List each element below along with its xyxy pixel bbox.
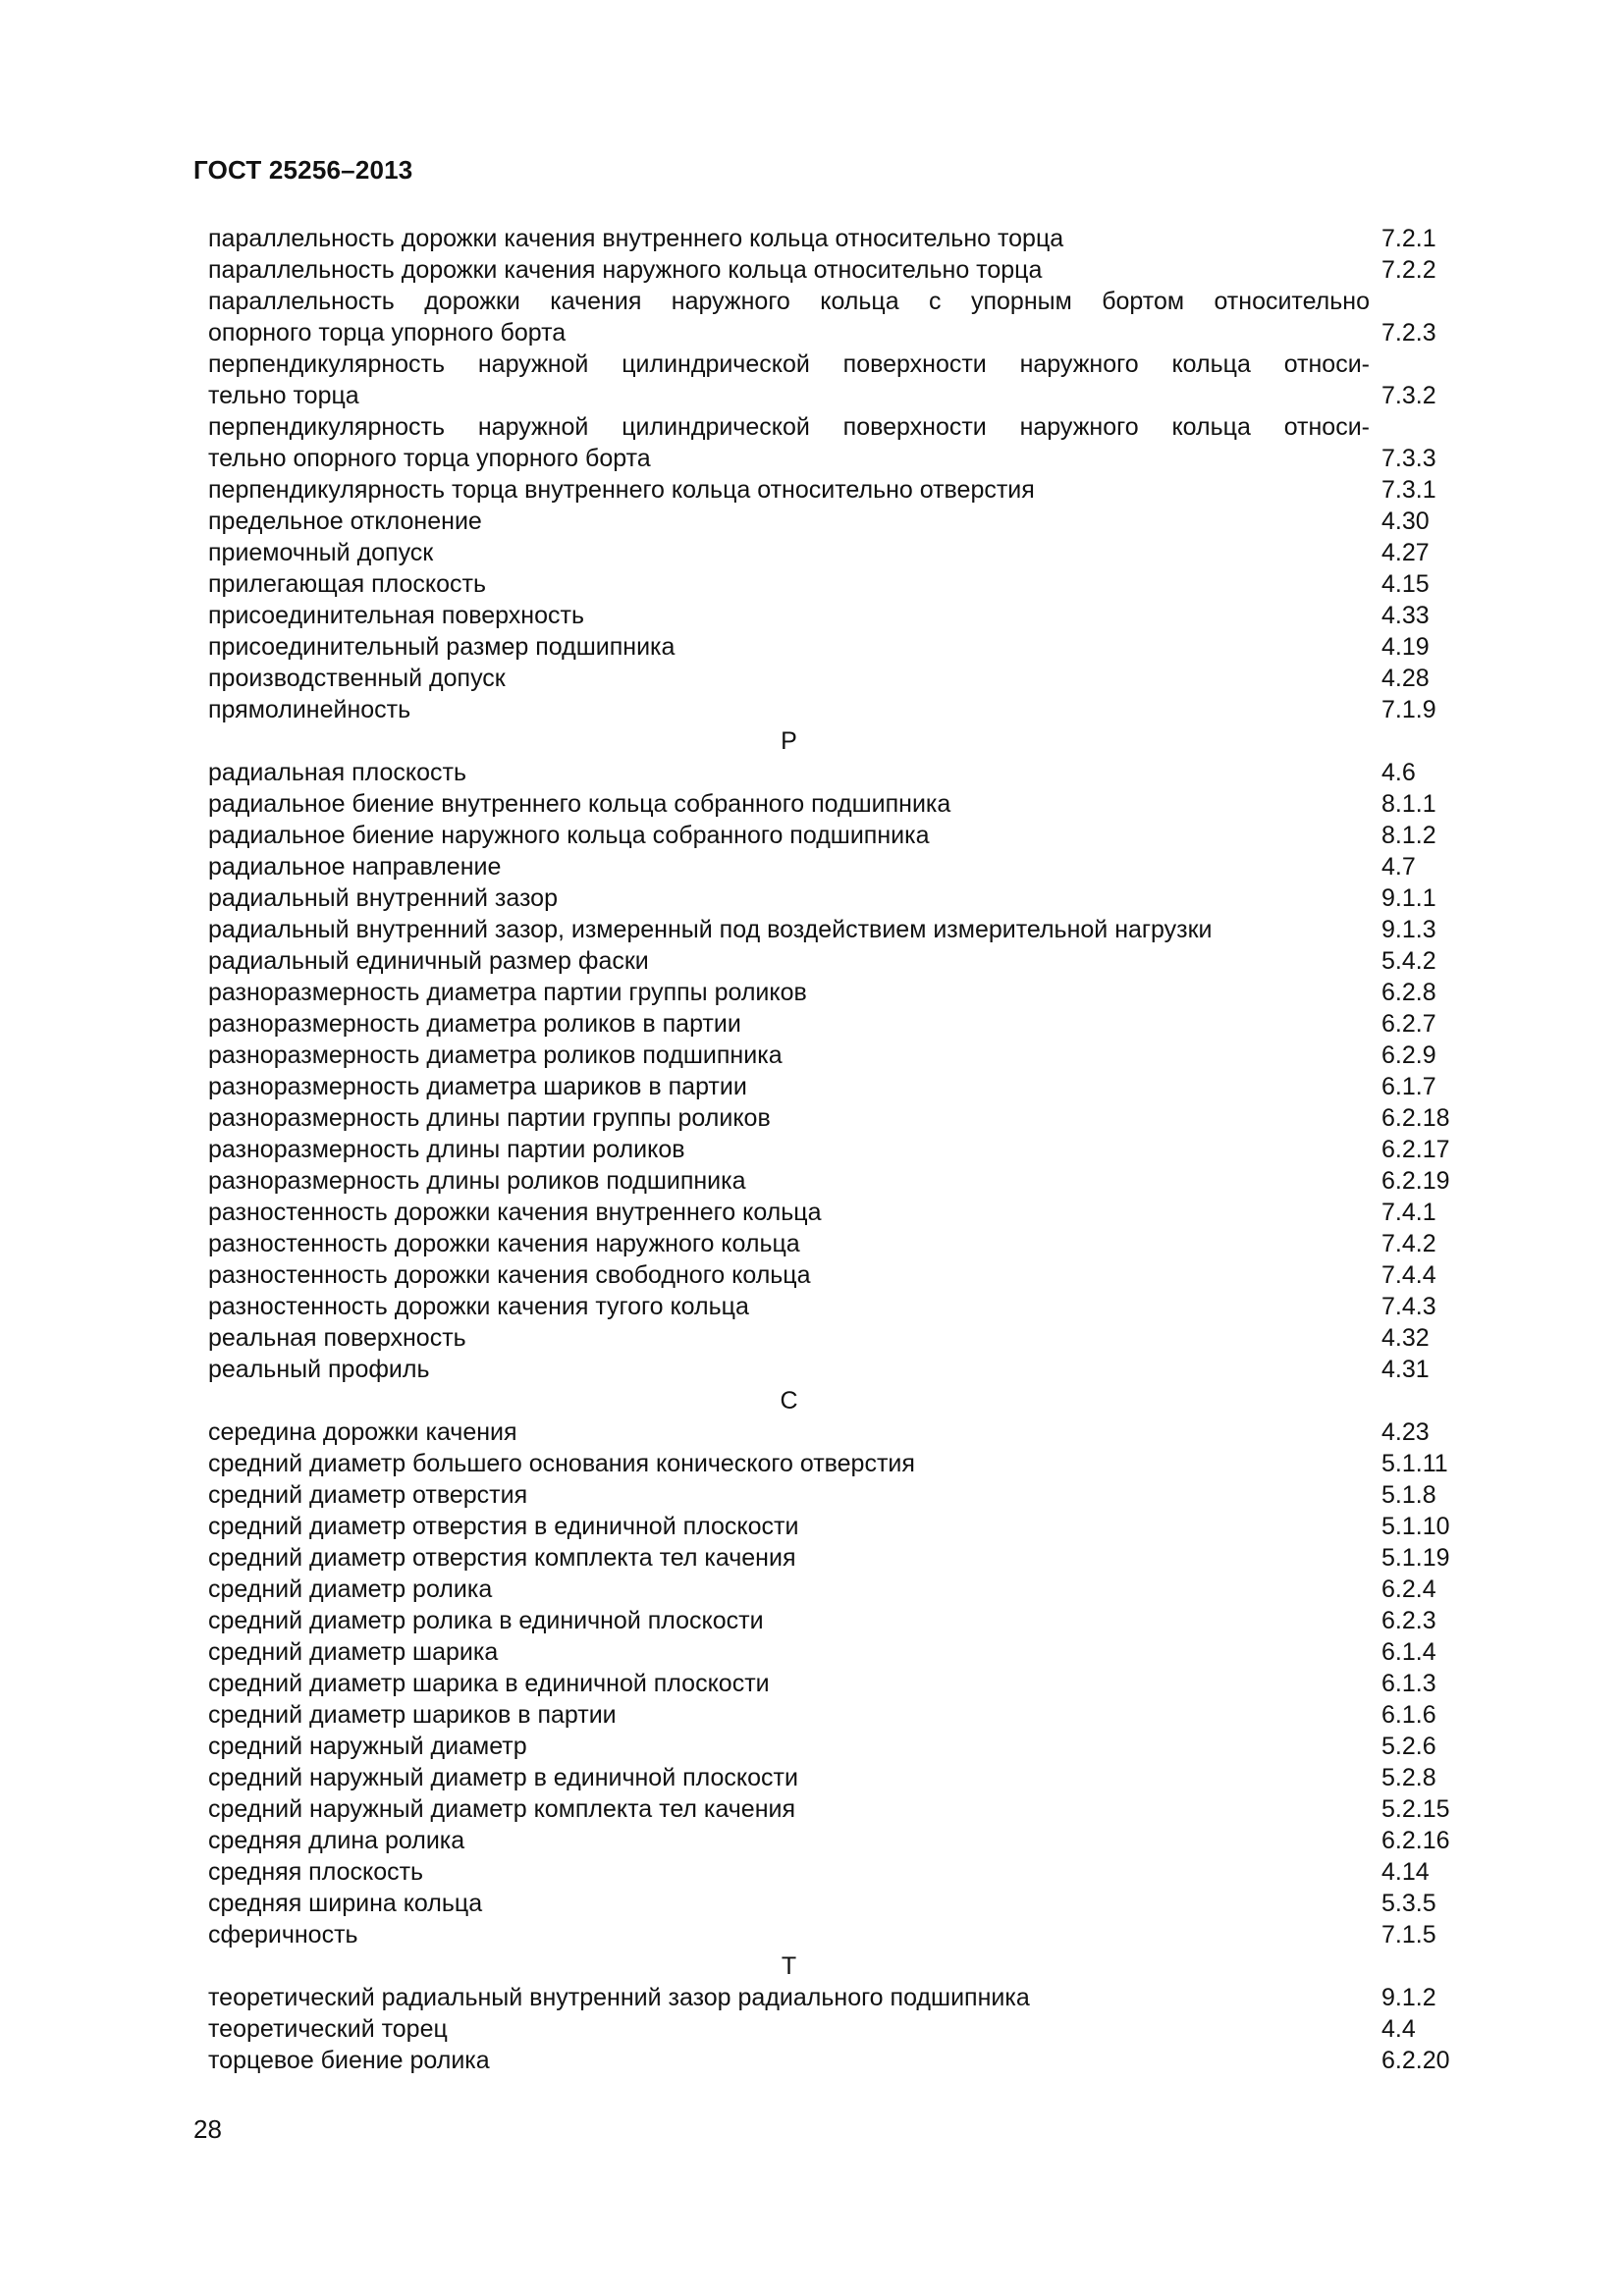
- index-term-line: разностенность дорожки качения свободного кольца: [208, 1261, 811, 1289]
- index-ref: 4.4: [1381, 2015, 1416, 2043]
- index-term-line: средний диаметр отверстия: [208, 1481, 528, 1509]
- index-term: [208, 223, 1370, 254]
- index-entry: [208, 1102, 1485, 1134]
- index-term: [208, 568, 1370, 600]
- index-ref: 6.1.7: [1381, 1073, 1436, 1100]
- index-term: [208, 631, 1370, 663]
- index-term-line: средний диаметр ролика: [208, 1575, 493, 1603]
- index-entry: [208, 694, 1485, 725]
- index-term: [208, 1322, 1370, 1354]
- index-ref: 6.2.18: [1381, 1104, 1450, 1132]
- index-ref: 7.2.1: [1381, 225, 1436, 252]
- index-term-line: производственный допуск: [208, 665, 506, 692]
- section-letter-r: Р: [781, 727, 797, 755]
- index-ref: 8.1.1: [1381, 790, 1436, 818]
- index-ref: 7.4.2: [1381, 1230, 1436, 1257]
- index-ref: 6.2.19: [1381, 1167, 1450, 1195]
- index-term: [208, 1008, 1370, 1040]
- index-entry: [208, 348, 1485, 411]
- index-term: [208, 1040, 1370, 1071]
- index-term-line: радиальный единичный размер фаски: [208, 947, 649, 975]
- index-term: [208, 1668, 1370, 1699]
- index-term-line: прилегающая плоскость: [208, 570, 486, 598]
- index-term-line: радиальное биение наружного кольца собранного подшипника: [208, 822, 930, 849]
- index-entry: [208, 286, 1485, 348]
- index-term: [208, 1793, 1370, 1825]
- index-term-line: средняя длина ролика: [208, 1827, 465, 1854]
- index-ref: 5.1.19: [1381, 1544, 1450, 1572]
- index-ref: 7.3.3: [1381, 445, 1436, 472]
- index-entry: [208, 882, 1485, 914]
- index-term-line: разноразмерность длины роликов подшипника: [208, 1167, 746, 1195]
- index-term-line: прямолинейность: [208, 696, 411, 723]
- index-ref: 6.2.3: [1381, 1607, 1436, 1634]
- index-term-line: середина дорожки качения: [208, 1418, 517, 1446]
- index-term: [208, 1354, 1370, 1385]
- index-ref: 7.3.1: [1381, 476, 1436, 504]
- index-entry: [208, 568, 1485, 600]
- index-ref: 5.1.8: [1381, 1481, 1436, 1509]
- index-term: [208, 1511, 1370, 1542]
- index-ref: 8.1.2: [1381, 822, 1436, 849]
- index-entry: [208, 1416, 1485, 1448]
- index-term-line: реальный профиль: [208, 1356, 430, 1383]
- index-ref: 6.1.6: [1381, 1701, 1436, 1729]
- index-entry: [208, 1793, 1485, 1825]
- index-entry: [208, 914, 1485, 945]
- index-term: [208, 1416, 1370, 1448]
- index-entry: [208, 1825, 1485, 1856]
- index-entry: [208, 223, 1485, 254]
- index-entry: [208, 2013, 1485, 2045]
- index-term: [208, 1888, 1370, 1919]
- index-term: [208, 1228, 1370, 1259]
- index-entry: [208, 977, 1485, 1008]
- index-entry: [208, 631, 1485, 663]
- index-term: [208, 506, 1370, 537]
- index-term: [208, 820, 1370, 851]
- index-term: [208, 537, 1370, 568]
- index-entry: [208, 1574, 1485, 1605]
- index-entry: [208, 1542, 1485, 1574]
- index-term-line: параллельность дорожки качения наружного кольца относительно торца: [208, 256, 1043, 284]
- index-entry: [208, 1354, 1485, 1385]
- index-ref: 6.2.8: [1381, 979, 1436, 1006]
- index-entry: [208, 1071, 1485, 1102]
- index-term-line: средняя плоскость: [208, 1858, 424, 1886]
- index-term: [208, 1197, 1370, 1228]
- index-entry: [208, 820, 1485, 851]
- index-entry: [208, 945, 1485, 977]
- index-term: [208, 1574, 1370, 1605]
- index-ref: 4.33: [1381, 602, 1430, 629]
- index-term-line: тельно опорного торца упорного борта: [208, 445, 651, 472]
- index-term-line: разноразмерность длины партии группы роликов: [208, 1104, 771, 1132]
- index-term-line: тельно торца: [208, 382, 359, 409]
- index-entry: [208, 788, 1485, 820]
- index-entry: [208, 1636, 1485, 1668]
- index-term: [208, 851, 1370, 882]
- index-term-line: разностенность дорожки качения тугого кольца: [208, 1293, 749, 1320]
- index-term-line: параллельность дорожки качения внутреннего кольца относительно торца: [208, 225, 1064, 252]
- index-entry: [208, 600, 1485, 631]
- index-entry: [208, 537, 1485, 568]
- index-term-line: радиальное направление: [208, 853, 502, 881]
- index-section-intro: [208, 223, 1485, 725]
- index-term: [208, 882, 1370, 914]
- document-header: ГОСТ 25256–2013: [193, 155, 413, 185]
- index-term-line: присоединительный размер подшипника: [208, 633, 676, 661]
- index-term: [208, 2013, 1370, 2045]
- index-entry: [208, 254, 1485, 286]
- index-term: [208, 1731, 1370, 1762]
- index-term: [208, 1605, 1370, 1636]
- index-ref: 7.4.3: [1381, 1293, 1436, 1320]
- index-term-line: средний диаметр большего основания конического отверстия: [208, 1450, 915, 1477]
- index-term: [208, 1134, 1370, 1165]
- index-ref: 5.4.2: [1381, 947, 1436, 975]
- index-entry: [208, 1919, 1485, 1950]
- index-ref: 7.2.3: [1381, 319, 1436, 347]
- index-term-line: средний диаметр шарика: [208, 1638, 499, 1666]
- index-ref: 4.7: [1381, 853, 1416, 881]
- index-ref: 6.2.9: [1381, 1041, 1436, 1069]
- index-entry: [208, 1731, 1485, 1762]
- index-term: [208, 663, 1370, 694]
- index-term-line: разностенность дорожки качения наружного кольца: [208, 1230, 800, 1257]
- index-entry: [208, 1982, 1485, 2013]
- index-term: [208, 1699, 1370, 1731]
- index-entry: [208, 2045, 1485, 2076]
- index-term: [208, 474, 1370, 506]
- index-term-line: теоретический торец: [208, 2015, 448, 2043]
- index-entry: [208, 1228, 1485, 1259]
- index-ref: 5.3.5: [1381, 1890, 1436, 1917]
- index-term: [208, 788, 1370, 820]
- index-term: [208, 977, 1370, 1008]
- section-letter-t: Т: [781, 1952, 797, 1980]
- index-ref: 7.1.5: [1381, 1921, 1436, 1949]
- index-ref: 5.2.6: [1381, 1733, 1436, 1760]
- index-term-line: радиальный внутренний зазор, измеренный под воздействием измерительной нагрузки: [208, 916, 1213, 943]
- index-term-line: средний наружный диаметр комплекта тел качения: [208, 1795, 795, 1823]
- index-entry: [208, 1479, 1485, 1511]
- index-entry: [208, 1448, 1485, 1479]
- index-term-line: перпендикулярность наружной цилиндрической поверхности наружного кольца относи-: [208, 413, 1370, 441]
- index-ref: 5.2.8: [1381, 1764, 1436, 1791]
- index-term-line: параллельность дорожки качения наружного кольца с упорным бортом относительно: [208, 288, 1370, 315]
- index-ref: 4.30: [1381, 507, 1430, 535]
- index-section-s: [208, 1416, 1485, 1950]
- index-ref: 5.1.10: [1381, 1513, 1450, 1540]
- alphabetical-index: [208, 223, 1485, 2076]
- index-ref: 4.31: [1381, 1356, 1430, 1383]
- index-term-line: радиальная плоскость: [208, 759, 466, 786]
- index-ref: 4.28: [1381, 665, 1430, 692]
- index-term: [208, 1636, 1370, 1668]
- index-term: [208, 411, 1370, 474]
- index-term-line: сферичность: [208, 1921, 358, 1949]
- index-term-line: радиальный внутренний зазор: [208, 884, 558, 912]
- index-term: [208, 600, 1370, 631]
- index-ref: 6.2.20: [1381, 2047, 1450, 2074]
- index-term: [208, 286, 1370, 348]
- index-entry: [208, 1762, 1485, 1793]
- index-ref: 5.1.11: [1381, 1450, 1448, 1477]
- index-ref: 6.1.4: [1381, 1638, 1436, 1666]
- index-ref: 4.14: [1381, 1858, 1430, 1886]
- index-term-line: опорного торца упорного борта: [208, 319, 567, 347]
- index-term-line: приемочный допуск: [208, 539, 434, 566]
- index-term-line: средний диаметр отверстия в единичной плоскости: [208, 1513, 799, 1540]
- index-entry: [208, 1699, 1485, 1731]
- index-ref: 7.2.2: [1381, 256, 1436, 284]
- index-ref: 9.1.2: [1381, 1984, 1436, 2011]
- index-term-line: разноразмерность диаметра партии группы роликов: [208, 979, 807, 1006]
- index-term: [208, 1071, 1370, 1102]
- index-ref: 4.32: [1381, 1324, 1430, 1352]
- index-entry: [208, 1134, 1485, 1165]
- index-entry: [208, 1888, 1485, 1919]
- index-ref: 4.15: [1381, 570, 1430, 598]
- index-ref: 7.3.2: [1381, 382, 1436, 409]
- index-entry: [208, 851, 1485, 882]
- index-entry: [208, 1322, 1485, 1354]
- index-ref: 7.4.4: [1381, 1261, 1436, 1289]
- index-term-line: разноразмерность диаметра роликов подшипника: [208, 1041, 783, 1069]
- index-term-line: перпендикулярность наружной цилиндрической поверхности наружного кольца относи-: [208, 350, 1370, 378]
- index-entry: [208, 1165, 1485, 1197]
- index-entry: [208, 757, 1485, 788]
- index-term-line: средний диаметр отверстия комплекта тел качения: [208, 1544, 796, 1572]
- index-term: [208, 1982, 1370, 2013]
- index-term: [208, 1919, 1370, 1950]
- index-ref: 6.2.4: [1381, 1575, 1436, 1603]
- index-term-line: разностенность дорожки качения внутреннего кольца: [208, 1199, 822, 1226]
- index-term-line: разноразмерность диаметра шариков в партии: [208, 1073, 747, 1100]
- index-term: [208, 1856, 1370, 1888]
- index-term-line: предельное отклонение: [208, 507, 482, 535]
- index-term-line: средний диаметр шарика в единичной плоскости: [208, 1670, 770, 1697]
- index-term-line: разноразмерность диаметра роликов в партии: [208, 1010, 741, 1038]
- index-entry: [208, 1668, 1485, 1699]
- index-term: [208, 945, 1370, 977]
- index-term: [208, 1479, 1370, 1511]
- index-ref: 4.23: [1381, 1418, 1430, 1446]
- index-entry: [208, 1291, 1485, 1322]
- index-term-line: присоединительная поверхность: [208, 602, 584, 629]
- index-ref: 5.2.15: [1381, 1795, 1450, 1823]
- index-term: [208, 1825, 1370, 1856]
- index-term-line: средний наружный диаметр в единичной плоскости: [208, 1764, 798, 1791]
- index-entry: [208, 1605, 1485, 1636]
- index-entry: [208, 1856, 1485, 1888]
- index-entry: [208, 1197, 1485, 1228]
- index-term: [208, 1762, 1370, 1793]
- index-entry: [208, 1259, 1485, 1291]
- index-ref: 4.19: [1381, 633, 1430, 661]
- index-term-line: радиальное биение внутреннего кольца собранного подшипника: [208, 790, 951, 818]
- index-ref: 9.1.1: [1381, 884, 1436, 912]
- index-term: [208, 694, 1370, 725]
- index-ref: 6.2.17: [1381, 1136, 1450, 1163]
- index-term-line: перпендикулярность торца внутреннего кольца относительно отверстия: [208, 476, 1035, 504]
- index-ref: 4.6: [1381, 759, 1416, 786]
- index-entry: [208, 474, 1485, 506]
- index-ref: 7.1.9: [1381, 696, 1436, 723]
- index-term: [208, 1448, 1370, 1479]
- index-entry: [208, 1511, 1485, 1542]
- index-term: [208, 1291, 1370, 1322]
- index-section-r: [208, 757, 1485, 1385]
- index-term: [208, 1542, 1370, 1574]
- index-term-line: реальная поверхность: [208, 1324, 466, 1352]
- index-term: [208, 254, 1370, 286]
- index-ref: 4.27: [1381, 539, 1430, 566]
- index-ref: 6.2.7: [1381, 1010, 1436, 1038]
- page-number: 28: [193, 2114, 222, 2144]
- index-entry: [208, 663, 1485, 694]
- index-term: [208, 1102, 1370, 1134]
- index-term: [208, 2045, 1370, 2076]
- index-entry: [208, 1008, 1485, 1040]
- index-term-line: средний диаметр ролика в единичной плоскости: [208, 1607, 764, 1634]
- index-term-line: теоретический радиальный внутренний зазор радиального подшипника: [208, 1984, 1030, 2011]
- index-term: [208, 914, 1370, 945]
- section-letter-s: С: [780, 1387, 798, 1415]
- index-ref: 6.1.3: [1381, 1670, 1436, 1697]
- index-ref: 7.4.1: [1381, 1199, 1436, 1226]
- index-entry: [208, 411, 1485, 474]
- index-ref: 6.2.16: [1381, 1827, 1450, 1854]
- index-section-t: [208, 1982, 1485, 2076]
- index-entry: [208, 1040, 1485, 1071]
- index-term-line: разноразмерность длины партии роликов: [208, 1136, 685, 1163]
- index-term: [208, 1259, 1370, 1291]
- index-entry: [208, 506, 1485, 537]
- index-term-line: средняя ширина кольца: [208, 1890, 483, 1917]
- index-term: [208, 1165, 1370, 1197]
- index-term: [208, 757, 1370, 788]
- index-term-line: средний наружный диаметр: [208, 1733, 527, 1760]
- index-term-line: средний диаметр шариков в партии: [208, 1701, 617, 1729]
- index-term-line: торцевое биение ролика: [208, 2047, 490, 2074]
- index-term: [208, 348, 1370, 411]
- index-ref: 9.1.3: [1381, 916, 1436, 943]
